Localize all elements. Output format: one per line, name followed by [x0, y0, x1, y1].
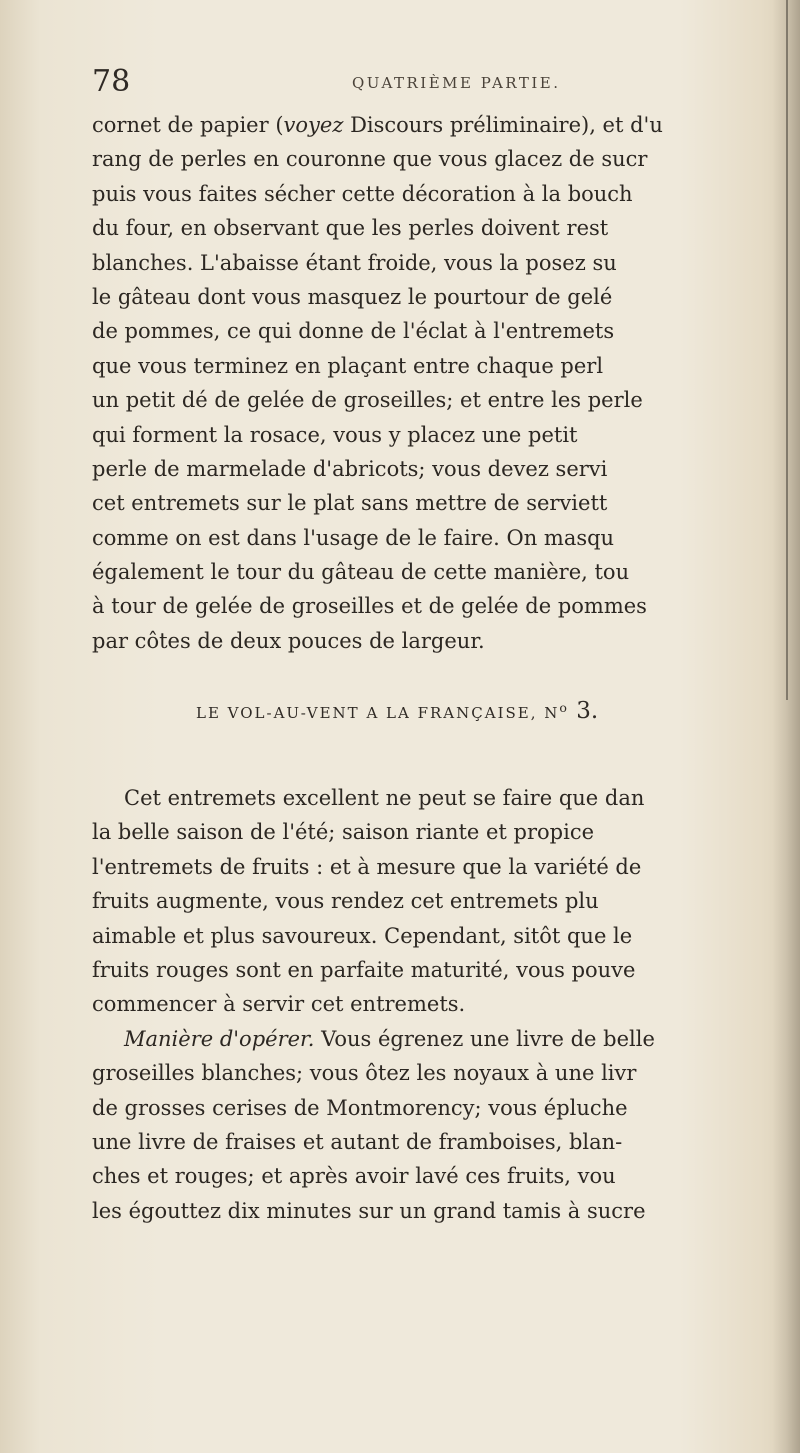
section-heading-number: 3.	[568, 698, 599, 724]
text-line: de grosses cerises de Montmorency; vous épluche	[92, 1095, 628, 1120]
page-number: 78	[92, 64, 131, 99]
paragraph-2	[92, 781, 772, 1228]
section-heading-text: LE VOL-AU-VENT A LA FRANÇAISE, N	[196, 704, 560, 722]
text-line: fruits rouges sont en parfaite maturité, vous pouve	[92, 957, 636, 982]
text-line: un petit dé de gelée de groseilles; et entre les perle	[92, 388, 643, 413]
text-line: Manière d'opérer. Vous égrenez une livre de belle	[124, 1026, 655, 1051]
paragraph-1	[92, 108, 772, 658]
text-line: par côtes de deux pouces de largeur.	[92, 628, 485, 653]
text-line: rang de perles en couronne que vous glacez de sucr	[92, 147, 648, 172]
text-line: perle de marmelade d'abricots; vous devez servi	[92, 456, 608, 481]
text-line: que vous terminez en plaçant entre chaque perl	[92, 353, 604, 378]
text-line: une livre de fraises et autant de framboises, blan-	[92, 1129, 623, 1154]
text-line: blanches. L'abaisse étant froide, vous la posez su	[92, 250, 617, 275]
text-line: également le tour du gâteau de cette manière, tou	[92, 560, 630, 585]
text-line: puis vous faites sécher cette décoration à la bouch	[92, 181, 633, 206]
running-head	[92, 64, 732, 108]
text-line: aimable et plus savoureux. Cependant, sitôt que le	[92, 923, 633, 948]
text-line: groseilles blanches; vous ôtez les noyaux à une livr	[92, 1061, 637, 1086]
page-binding-line	[786, 0, 788, 700]
text-line: Cet entremets excellent ne peut se faire que dan	[124, 786, 645, 810]
text-line: cet entremets sur le plat sans mettre de serviett	[92, 491, 608, 516]
text-line: les égouttez dix minutes sur un grand tamis à sucre	[92, 1198, 646, 1223]
running-head-title: QUATRIÈME PARTIE.	[352, 74, 561, 92]
text-line: de pommes, ce qui donne de l'éclat à l'entremets	[92, 319, 615, 344]
text-line: à tour de gelée de groseilles et de gelée de pommes	[92, 594, 647, 619]
section-heading	[196, 698, 598, 724]
text-line: fruits augmente, vous rendez cet entremets plu	[92, 889, 599, 914]
text-line: commencer à servir cet entremets.	[92, 992, 466, 1017]
text-line: l'entremets de fruits : et à mesure que la variété de	[92, 854, 642, 879]
text-line: comme on est dans l'usage de le faire. On masqu	[92, 525, 615, 550]
text-line: du four, en observant que les perles doivent rest	[92, 216, 609, 241]
text-line: le gâteau dont vous masquez le pourtour de gelé	[92, 284, 613, 309]
section-heading-superscript: o	[559, 700, 569, 715]
text-line: ches et rouges; et après avoir lavé ces fruits, vou	[92, 1164, 616, 1189]
text-line: la belle saison de l'été; saison riante et propice	[92, 820, 595, 845]
text-line: qui forment la rosace, vous y placez une petit	[92, 422, 578, 447]
text-line: cornet de papier (voyez Discours préliminaire), et d'u	[92, 113, 663, 137]
